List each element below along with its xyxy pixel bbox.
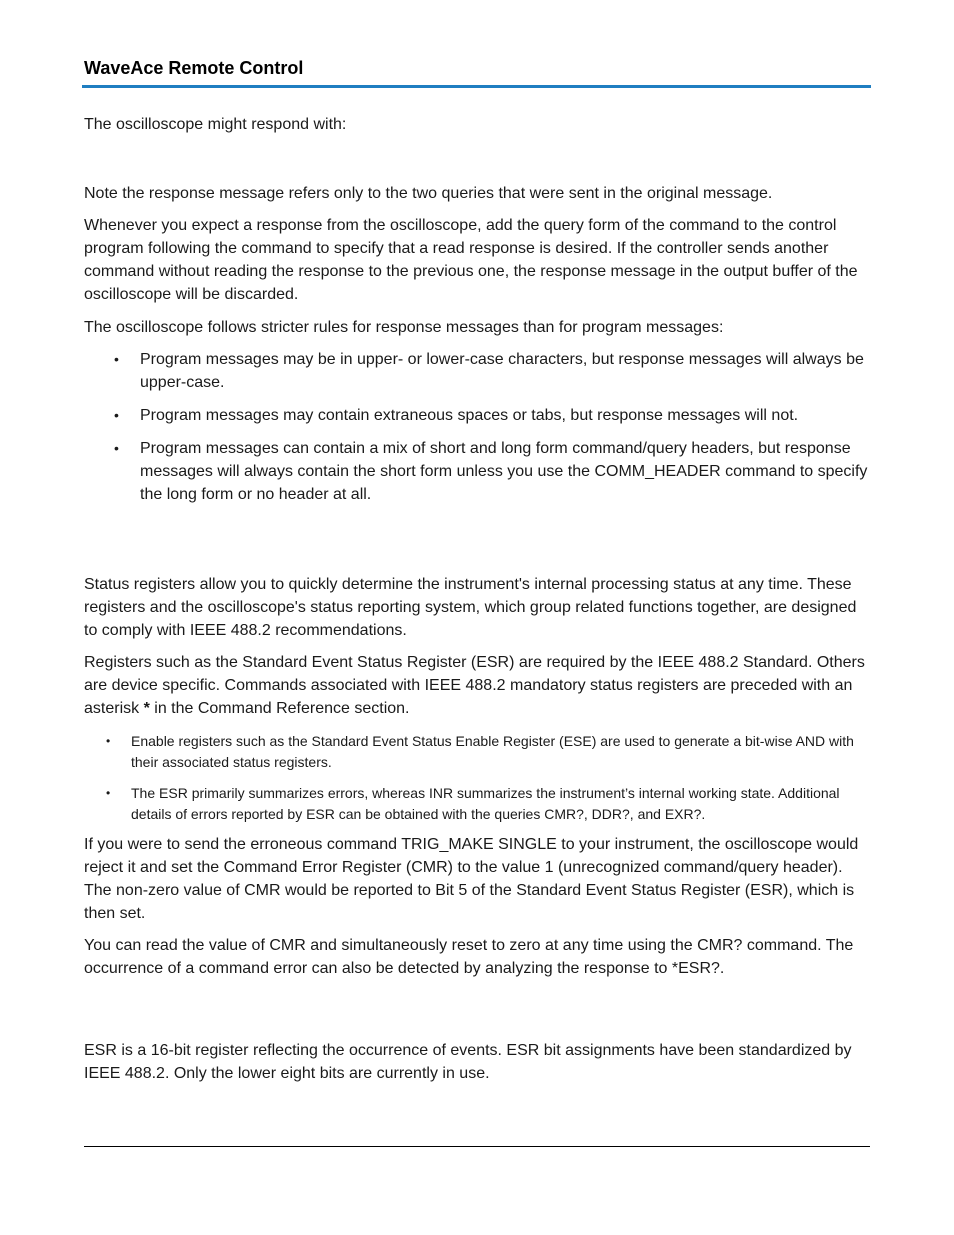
list-item-text: Enable registers such as the Standard Event Status Enable Register (ESE) are used to generate a bit-wise AND with their associated status registers. [131,733,854,770]
paragraph-read-cmr: You can read the value of CMR and simultaneously reset to zero at any time using the CMR? command. The occurrence of a command error can also be detected by analyzing the response to *ESR?. [84,937,854,977]
paragraph-erroneous-command: If you were to send the erroneous command TRIG_MAKE SINGLE to your instrument, the oscilloscope would reject it and set the Command Error Register (CMR) to the value 1 (unrecognized command/query header). The non-zero value of CMR would be reported to Bit 5 of the Standard Event Status Register (ESR), which is then set. [84,836,859,922]
paragraph-stricter-rules: The oscilloscope follows stricter rules for response messages than for program messages: [84,319,724,336]
list-item [84,731,870,773]
list-item [84,348,870,394]
asterisk-symbol: * [143,700,150,717]
response-rules-list [84,348,870,516]
register-notes-list [84,731,870,835]
paragraph-text: Registers such as the Standard Event Status Register (ESR) are required by the IEEE 488.2 Standard. Others are device specific. Commands associated with IEEE 488.2 mandatory status registers are preceded with an asterisk [84,654,865,717]
paragraph-status-registers: Status registers allow you to quickly determine the instrument's internal processing status at any time. These registers and the oscilloscope's status reporting system, which group related functions together, are designed to comply with IEEE 488.2 recommendations. [84,576,857,639]
bullet-icon: • [106,734,111,748]
bullet-icon: • [114,440,119,456]
paragraph-ieee-registers [84,651,870,720]
list-item-text: Program messages may be in upper- or lower-case characters, but response messages will always be upper-case. [140,351,864,391]
list-item [84,783,870,825]
header-divider [82,85,871,88]
paragraph-response-note: Note the response message refers only to the two queries that were sent in the original message. [84,185,773,202]
list-item-text: The ESR primarily summarizes errors, whereas INR summarizes the instrument’s internal working state. Additional details of errors reported by ESR can be obtained with the queries CMR?, DDR?, and EXR?. [131,785,840,822]
footer-divider [84,1146,870,1147]
list-item [84,404,870,427]
paragraph-esr-register: ESR is a 16-bit register reflecting the occurrence of events. ESR bit assignments have been standardized by IEEE 488.2. Only the lower eight bits are currently in use. [84,1042,852,1082]
bullet-icon: • [114,407,119,423]
bullet-icon: • [114,351,119,367]
paragraph-expect-response: Whenever you expect a response from the oscilloscope, add the query form of the command to the control program following the command to specify that a read response is desired. If the controller sends another command without reading the response to the previous one, the response message in the output buffer of the oscilloscope will be discarded. [84,217,858,303]
list-item-text: Program messages can contain a mix of short and long form command/query headers, but response messages will always contain the short form unless you use the COMM_HEADER command to specify the long form or no header at all. [140,440,868,503]
list-item [84,437,870,506]
paragraph-text: in the Command Reference section. [149,700,410,717]
page-header-title: WaveAce Remote Control [84,58,304,78]
paragraph-response-intro: The oscilloscope might respond with: [84,116,347,133]
list-item-text: Program messages may contain extraneous spaces or tabs, but response messages will not. [140,407,799,424]
bullet-icon: • [106,786,111,800]
